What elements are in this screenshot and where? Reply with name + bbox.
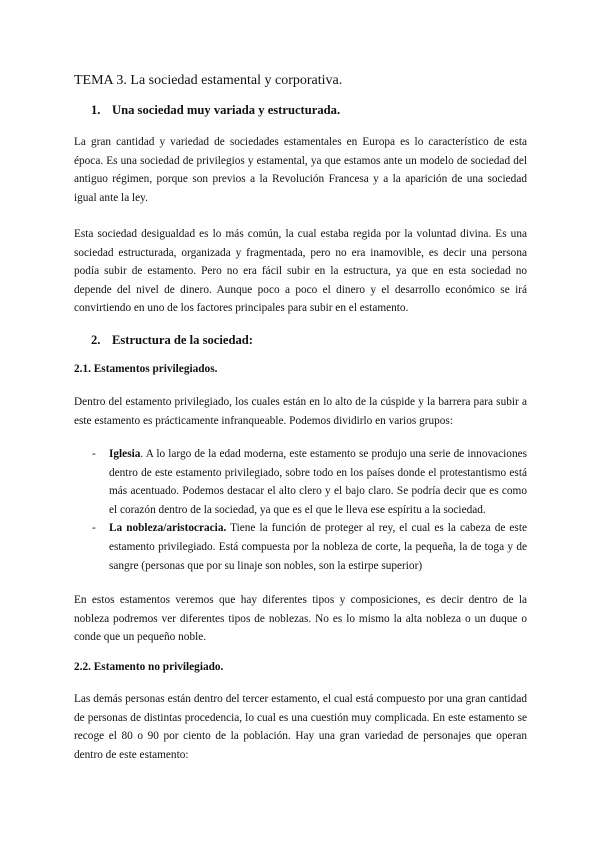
list-item-term: Iglesia <box>109 448 141 460</box>
section-1-paragraph-1: La gran cantidad y variedad de sociedades estamentales en Europa es lo característico de esta época. Es una sociedad de privilegios y estamental, ya que estamos ante un modelo de sociedad del antiguo régimen, porque son previos a la Revolución Francesa y a la aparición de una sociedad igual ante la ley. <box>74 136 527 204</box>
subsection-2-1-intro: Dentro del estamento privilegiado, los cuales están en lo alto de la cúspide y la barrera para subir a este estamento es prácticamente infranqueable. Podemos dividirlo en varios grupos: <box>74 396 527 427</box>
section-2-number: 2. <box>91 333 101 347</box>
section-1-title: Una sociedad muy variada y estructurada. <box>112 103 341 117</box>
section-1-heading <box>91 103 527 118</box>
list-dash: - <box>92 522 96 535</box>
list-item-nobleza <box>74 519 527 575</box>
section-1-number: 1. <box>91 103 101 117</box>
list-item-term: La nobleza/aristocracia. <box>109 522 227 535</box>
privileged-groups-list <box>74 445 527 575</box>
subsection-2-1-heading: 2.1. Estamentos privilegiados. <box>74 363 218 375</box>
subsection-2-2-heading: 2.2. Estamento no privilegiado. <box>74 661 224 673</box>
list-item-text: . A lo largo de la edad moderna, este estamento se produjo una serie de innovaciones dentro de este estamento privilegiado, sobre todo en los países donde el protestantismo está más acentuado. Podemos destacar el alto clero y el bajo claro. Se podría decir que es como el corazón dentro de la sociedad, ya que es el que le lleva ese espíritu a la sociedad. <box>109 448 527 516</box>
section-2-title: Estructura de la sociedad: <box>112 333 253 347</box>
list-dash: - <box>92 448 96 460</box>
page-title: TEMA 3. La sociedad estamental y corporativa. <box>74 73 343 88</box>
section-1-paragraph-2: Esta sociedad desigualdad es lo más común, la cual estaba regida por la voluntad divina. Es una sociedad estructurada, organizada y fragmentada, pero no era inamovible, es decir una persona podía subir de estamento. Pero no era fácil subir en la estructura, ya que en esta sociedad no depende del nivel de dinero. Aunque poco a poco el dinero y el desarrollo económico se irá convirtiendo en uno de los factores principales para subir en el estamento. <box>74 228 527 315</box>
list-item-iglesia <box>74 445 527 519</box>
subsection-2-1-outro: En estos estamentos veremos que hay diferentes tipos y composiciones, es decir dentro de la nobleza podremos ver diferentes tipos de noblezas. No es lo mismo la alta nobleza o un duque o conde que un pequeño noble. <box>74 594 527 644</box>
section-2-heading <box>91 333 527 348</box>
list-item-text: Tiene la función de proteger al rey, el cual es la cabeza de este estamento privilegiado. Está compuesta por la nobleza de corte, la pequeña, la de toga y de sangre (personas que por su linaje son nobles, son la estirpe superior) <box>109 522 527 572</box>
subsection-2-2-paragraph: Las demás personas están dentro del tercer estamento, el cual está compuesto por una gran cantidad de personas de distintas procedencia, lo cual es una cuestión muy complicada. En este estamento se recoge el 80 o 90 por ciento de la población. Hay una gran variedad de personajes que operan dentro de este estamento: <box>74 693 527 761</box>
